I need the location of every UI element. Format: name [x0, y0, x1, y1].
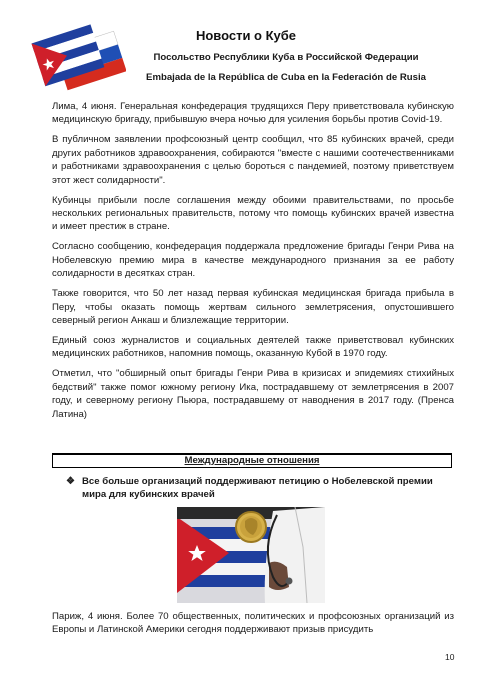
- news-bullet-item: [66, 475, 456, 501]
- article-lead-paragraph: Париж, 4 июня. Более 70 общественных, политических и профсоюзных организаций из Европы и Латинской Америки сегодня поддерживают призыв присудить: [52, 611, 454, 636]
- article-paragraph: Отметил, что "обширный опыт бригады Генри Рива в кризисах и эпидемиях стихийных бедствий" также помог южному региону Ика, пострадавшему от землетрясения в 2007 году, и северному региону Пьюра, пострадавшему от наводнения в 2017 году. (Пренса Латина): [52, 368, 454, 420]
- embassy-name-es: Embajada de la República de Cuba en la Federación de Rusia: [146, 72, 426, 83]
- embassy-name-ru: Посольство Республики Куба в Российской Федерации: [153, 52, 419, 63]
- article-paragraph: Также говорится, что 50 лет назад первая кубинская медицинская бригада прибыла в Перу, чтобы оказать помощь жертвам сильного землетрясения, опустошившего северный регион Анкаш и близлежащие территории.: [52, 288, 454, 327]
- article-paragraph: Единый союз журналистов и социальных деятелей также приветствовал кубинских медицинских работников, напомнив помощь, оказанную Кубой в 1970 году.: [52, 335, 454, 360]
- page-number: 10: [445, 652, 455, 662]
- page-title: Новости о Кубе: [195, 28, 297, 43]
- article-body: [52, 100, 454, 428]
- section-heading-box: [52, 453, 452, 468]
- news-headline: Все больше организаций поддерживают петицию о Нобелевской премии мира для кубинских врачей: [82, 476, 433, 500]
- diamond-bullet-icon: ❖: [66, 476, 75, 487]
- nobel-medal-cuban-doctor-photo: [177, 507, 325, 603]
- article-paragraph: Кубинцы прибыли после соглашения между обоими правительствами, по просьбе нескольких региональных правительств, потому что помощь кубинских врачей известна и имеет престиж в стране.: [52, 194, 454, 233]
- article-paragraph: Согласно сообщению, конфедерация поддержала предложение бригады Генри Рива на Нобелевскую премию мира в качестве международного признания за ее работу солидарности в десятках стран.: [52, 241, 454, 280]
- article-paragraph: В публичном заявлении профсоюзный центр сообщил, что 85 кубинских врачей, среди других работников здравоохранения, собираются "вместе с нашими соотечественниками и работниками здравоохранения с целью бороться с пандемией, поэтому приветствуем этот жест солидарности".: [52, 134, 454, 186]
- section-heading: Международные отношения: [184, 455, 320, 466]
- article-paragraph: Лима, 4 июня. Генеральная конфедерация трудящихся Перу приветствовала кубинскую медицинскую бригаду, прибывшую вчера ночью для усиления борьбы против Covid-19.: [52, 101, 454, 126]
